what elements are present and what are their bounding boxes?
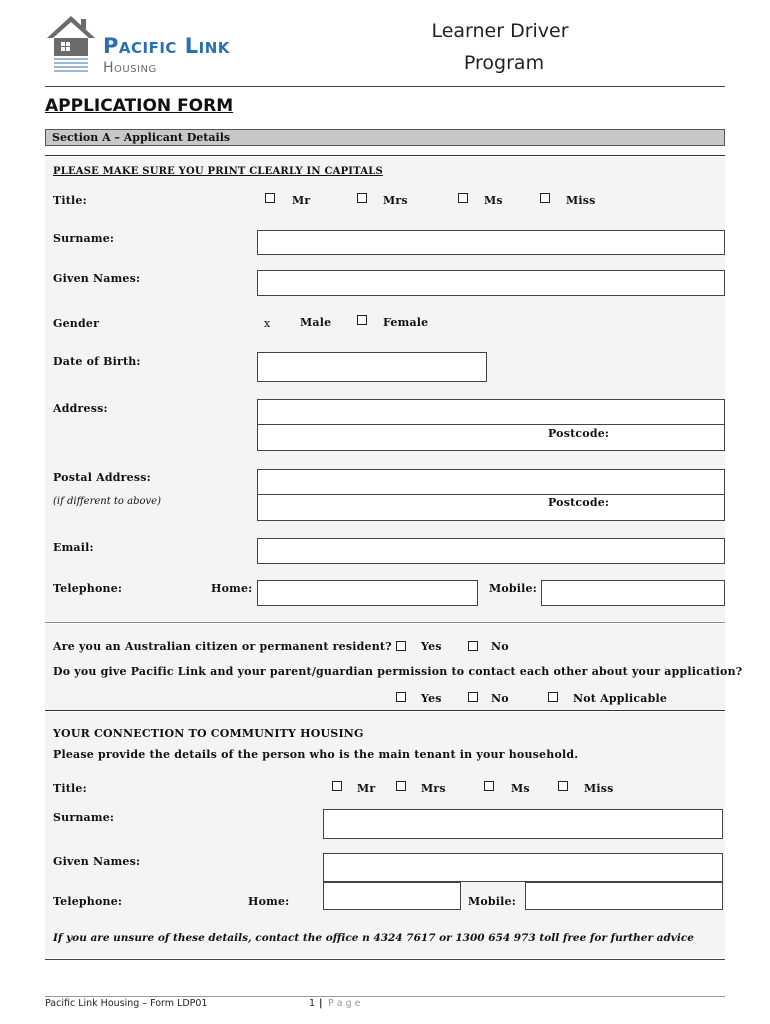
tenant-title-miss-checkbox[interactable] <box>558 781 568 791</box>
home-phone-label: Home: <box>211 582 253 595</box>
mobile-phone-input[interactable] <box>541 580 725 606</box>
home-phone-input[interactable] <box>257 580 478 606</box>
print-note: PLEASE MAKE SURE YOU PRINT CLEARLY IN CAPITALS <box>53 166 383 177</box>
connection-instruction: Please provide the details of the person who is the main tenant in your household. <box>53 748 579 761</box>
citizen-yes-checkbox[interactable] <box>396 641 406 651</box>
section-a-heading: Section A – Applicant Details <box>52 131 231 144</box>
tenant-surname-label: Surname: <box>53 811 115 824</box>
postal-address-label: Postal Address: <box>53 471 151 484</box>
title-mrs-label: Mrs <box>383 194 408 207</box>
permission-no-label: No <box>491 692 509 705</box>
permission-no-checkbox[interactable] <box>468 692 478 702</box>
logo-title: Pacific Link <box>103 34 230 58</box>
title-miss-label: Miss <box>566 194 596 207</box>
form-bottom-divider <box>45 959 725 960</box>
tenant-title-miss-label: Miss <box>584 782 614 795</box>
address-label: Address: <box>53 402 108 415</box>
advice-note: If you are unsure of these details, contact the office n 4324 7617 or 1300 654 973 toll free for further advice <box>53 932 694 944</box>
telephone-label: Telephone: <box>53 582 123 595</box>
tenant-title-mrs-label: Mrs <box>421 782 446 795</box>
address-line2-input[interactable] <box>257 425 725 451</box>
address-postcode-label: Postcode: <box>548 427 610 440</box>
gender-male-mark[interactable]: x <box>264 317 271 330</box>
tenant-title-ms-checkbox[interactable] <box>484 781 494 791</box>
footer-page-separator: | <box>319 998 323 1009</box>
citizen-question: Are you an Australian citizen or permanent resident? <box>53 640 392 653</box>
gender-label: Gender <box>53 317 100 330</box>
tenant-title-mrs-checkbox[interactable] <box>396 781 406 791</box>
program-title-line1: Learner Driver <box>431 20 569 42</box>
connection-divider <box>45 710 725 711</box>
tenant-title-ms-label: Ms <box>511 782 530 795</box>
gender-female-checkbox[interactable] <box>357 315 367 325</box>
citizen-no-checkbox[interactable] <box>468 641 478 651</box>
gender-male-label: Male <box>300 316 332 329</box>
tenant-title-mr-checkbox[interactable] <box>332 781 342 791</box>
footer-rule <box>45 996 725 997</box>
title-miss-checkbox[interactable] <box>540 193 550 203</box>
mobile-phone-label: Mobile: <box>489 582 538 595</box>
permission-yes-checkbox[interactable] <box>396 692 406 702</box>
title-ms-label: Ms <box>484 194 503 207</box>
dob-input[interactable] <box>257 352 487 382</box>
postal-postcode-label: Postcode: <box>548 496 610 509</box>
postal-address-line2-input[interactable] <box>257 495 725 521</box>
title-mr-label: Mr <box>292 194 311 207</box>
email-input[interactable] <box>257 538 725 564</box>
tenant-title-mr-label: Mr <box>357 782 376 795</box>
tenant-given-names-label: Given Names: <box>53 855 141 868</box>
title-label: Title: <box>53 194 87 207</box>
tenant-given-names-input[interactable] <box>323 853 723 882</box>
house-logo-icon <box>45 14 97 76</box>
header-divider <box>45 86 725 87</box>
footer-page-word: P a g e <box>328 998 361 1009</box>
permission-question: Do you give Pacific Link and your parent/guardian permission to contact each other about your application? <box>53 665 743 678</box>
tenant-home-input[interactable] <box>323 882 461 910</box>
given-names-label: Given Names: <box>53 272 141 285</box>
footer-form-id: Pacific Link Housing – Form LDP01 <box>45 998 208 1009</box>
tenant-mobile-input[interactable] <box>525 882 723 910</box>
tenant-telephone-label: Telephone: <box>53 895 123 908</box>
footer-page-number: 1 <box>309 998 316 1009</box>
tenant-home-label: Home: <box>248 895 290 908</box>
section-a-bar <box>45 129 725 146</box>
surname-input[interactable] <box>257 230 725 255</box>
title-mr-checkbox[interactable] <box>265 193 275 203</box>
permission-na-checkbox[interactable] <box>548 692 558 702</box>
given-names-input[interactable] <box>257 270 725 296</box>
section-divider <box>45 155 725 156</box>
tenant-surname-input[interactable] <box>323 809 723 839</box>
gender-female-label: Female <box>383 316 429 329</box>
form-title: APPLICATION FORM <box>45 96 234 116</box>
permission-yes-label: Yes <box>421 692 442 705</box>
connection-heading: YOUR CONNECTION TO COMMUNITY HOUSING <box>53 727 364 740</box>
citizen-yes-label: Yes <box>421 640 442 653</box>
citizen-no-label: No <box>491 640 509 653</box>
postal-address-note: (if different to above) <box>53 496 161 507</box>
address-input[interactable] <box>257 399 725 425</box>
permission-na-label: Not Applicable <box>573 692 668 705</box>
dob-label: Date of Birth: <box>53 355 141 368</box>
email-label: Email: <box>53 541 94 554</box>
title-ms-checkbox[interactable] <box>458 193 468 203</box>
surname-label: Surname: <box>53 232 115 245</box>
logo-subtitle: Housing <box>103 60 157 76</box>
questions-divider <box>45 622 725 623</box>
tenant-mobile-label: Mobile: <box>468 895 517 908</box>
program-title-line2: Program <box>463 52 545 74</box>
postal-address-input[interactable] <box>257 469 725 495</box>
title-mrs-checkbox[interactable] <box>357 193 367 203</box>
logo <box>45 14 260 78</box>
tenant-title-label: Title: <box>53 782 87 795</box>
